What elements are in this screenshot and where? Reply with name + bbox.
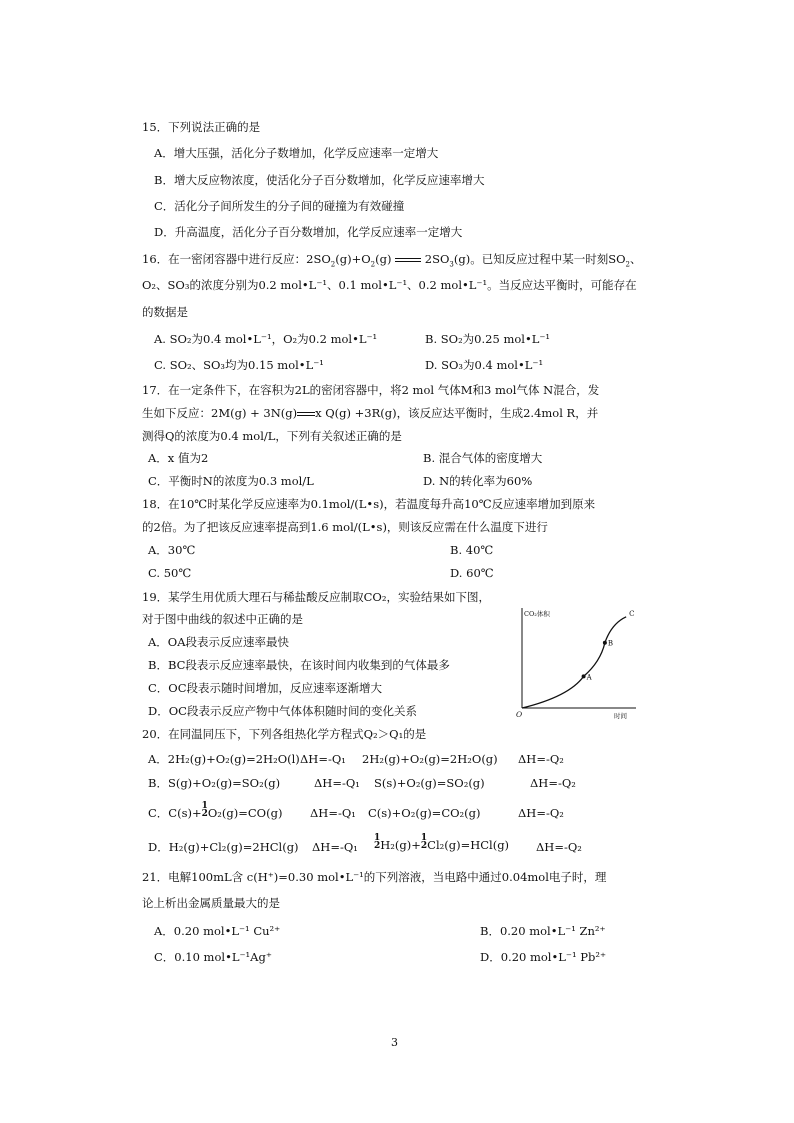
q16-option-b: B. SO₂为0.25 mol•L⁻¹: [425, 332, 551, 346]
q20-b-dh2: ΔH=-Q₂: [530, 776, 576, 790]
q16-line2: O₂、SO₃的浓度分别为0.2 mol•L⁻¹、0.1 mol•L⁻¹、0.2 mol•L⁻¹。当反应达平衡时，可能存在: [142, 278, 637, 292]
q19-option-b: B．BC段表示反应速率最快，在该时间内收集到的气体最多: [148, 658, 450, 672]
q19-line2: 对于图中曲线的叙述中正确的是: [142, 612, 303, 626]
q15-stem: 15．下列说法正确的是: [142, 120, 261, 134]
q20-b-dh1: ΔH=-Q₁: [314, 776, 360, 790]
q15-option-a: A．增大压强，活化分子数增加，化学反应速率一定增大: [154, 146, 439, 160]
q19-option-d: D．OC段表示反应产物中气体体积随时间的变化关系: [148, 704, 417, 718]
q21-line2: 论上析出金属质量最大的是: [142, 896, 280, 910]
q20-c-dh1: ΔH=-Q₁: [310, 806, 356, 820]
q18-option-d: D. 60℃: [450, 566, 494, 580]
fraction-half: 1 2: [374, 833, 381, 851]
q21-option-c: C．0.10 mol•L⁻¹Ag⁺: [154, 950, 272, 964]
page-number: 3: [391, 1036, 398, 1049]
q21-option-a: A．0.20 mol•L⁻¹ Cu²⁺: [154, 924, 281, 938]
q20-b-eq1: B．S(g)+O₂(g)=SO₂(g): [148, 776, 281, 790]
q15-option-b: B．增大反应物浓度，使活化分子百分数增加，化学反应速率增大: [154, 173, 485, 187]
q20-a-dh1: ΔH=-Q₁: [300, 752, 346, 766]
q19-line1: 19．某学生用优质大理石与稀盐酸反应制取CO₂，实验结果如下图，: [142, 590, 490, 604]
point-A: [582, 674, 586, 678]
q17-line3: 测得Q的浓度为0.4 mol/L，下列有关叙述正确的是: [142, 429, 402, 443]
q21-line1: 21．电解100mL含 c(H⁺)=0.30 mol•L⁻¹的下列溶液，当电路中通过0.04mol电子时，理: [142, 870, 607, 884]
q19-option-a: A．OA段表示反应速率最快: [148, 635, 290, 649]
q17-line1: 17．在一定条件下，在容积为2L的密闭容器中，将2 mol 气体M和3 mol气体 N混合，发: [142, 383, 600, 397]
series-line: [522, 617, 626, 708]
point-label-C: C: [629, 609, 635, 618]
q21-option-b: B．0.20 mol•L⁻¹ Zn²⁺: [480, 924, 606, 938]
q17-option-d: D. N的转化率为60%: [423, 474, 533, 488]
q20-d-dh2: ΔH=-Q₂: [536, 840, 582, 854]
q20-d-dh1: ΔH=-Q₁: [312, 840, 358, 854]
q16-option-d: D. SO₃为0.4 mol•L⁻¹: [425, 358, 544, 372]
q20-c-eq1: C．C(s)+ 1 2 O₂(g)=CO(g): [148, 801, 283, 820]
q20-stem: 20．在同温同压下，下列各组热化学方程式Q₂＞Q₁的是: [142, 727, 427, 741]
q20-c-eq2: C(s)+O₂(g)=CO₂(g): [368, 806, 481, 820]
point-B: [603, 641, 607, 645]
q20-c-dh2: ΔH=-Q₂: [518, 806, 564, 820]
q18-option-c: C. 50℃: [148, 566, 192, 580]
q18-line2: 的2倍。为了把该反应速率提高到1.6 mol/(L•s)，则该反应需在什么温度下进行: [142, 520, 548, 534]
origin-label: O: [516, 710, 523, 719]
q20-d-eq1: D．H₂(g)+Cl₂(g)=2HCl(g): [148, 840, 299, 854]
co2-volume-time-chart: [514, 604, 646, 724]
q16-option-c: C. SO₂、SO₃均为0.15 mol•L⁻¹: [154, 358, 324, 372]
fraction-half: 1 2: [420, 833, 428, 851]
fraction-half: 1 2: [201, 801, 208, 819]
q16-option-a: A. SO₂为0.4 mol•L⁻¹，O₂为0.2 mol•L⁻¹: [154, 332, 378, 346]
q17-option-a: A．x 值为2: [148, 451, 209, 465]
q16-line3: 的数据是: [142, 305, 188, 319]
q19-option-c: C．OC段表示随时间增加，反应速率逐渐增大: [148, 681, 383, 695]
point-label-A: A: [586, 673, 592, 682]
q20-b-eq2: S(s)+O₂(g)=SO₂(g): [374, 776, 485, 790]
q20-a-eq2: 2H₂(g)+O₂(g)=2H₂O(g): [362, 752, 498, 766]
point-label-B: B: [607, 639, 614, 648]
equilibrium-arrow-icon: [297, 409, 315, 419]
q20-a-dh2: ΔH=-Q₂: [518, 752, 564, 766]
q17-line2: 生如下反应：2M(g) + 3N(g) x Q(g) +3R(g)，该反应达平衡时，生成2.4mol R，并: [142, 406, 599, 420]
q15-option-c: C．活化分子间所发生的分子间的碰撞为有效碰撞: [154, 199, 405, 213]
q20-d-eq2: 1 2 H₂(g)+ 1 2 Cl₂(g)=HCl(g): [374, 833, 510, 852]
q16-line1: 16．在一密闭容器中进行反应：$2SO_2(g)+O_2(g)$ $2SO_3(g)$。已知反应过程中某一时刻$SO_2$、: [142, 252, 642, 269]
equilibrium-arrow-icon: [395, 255, 421, 265]
x-axis-label: 时间: [614, 712, 627, 720]
q18-line1: 18．在10℃时某化学反应速率为0.1mol/(L•s)，若温度每升高10℃反应速率增加到原来: [142, 497, 596, 511]
q20-a-eq1: A．2H₂(g)+O₂(g)=2H₂O(l): [148, 752, 300, 766]
q17-option-c: C．平衡时N的浓度为0.3 mol/L: [148, 474, 314, 488]
q18-option-b: B. 40℃: [450, 543, 494, 557]
q15-option-d: D．升高温度，活化分子百分数增加，化学反应速率一定增大: [154, 225, 463, 239]
y-axis-label: CO₂体积: [524, 610, 550, 618]
q18-option-a: A．30℃: [148, 543, 196, 557]
q17-option-b: B. 混合气体的密度增大: [423, 451, 543, 465]
q21-option-d: D．0.20 mol•L⁻¹ Pb²⁺: [480, 950, 607, 964]
